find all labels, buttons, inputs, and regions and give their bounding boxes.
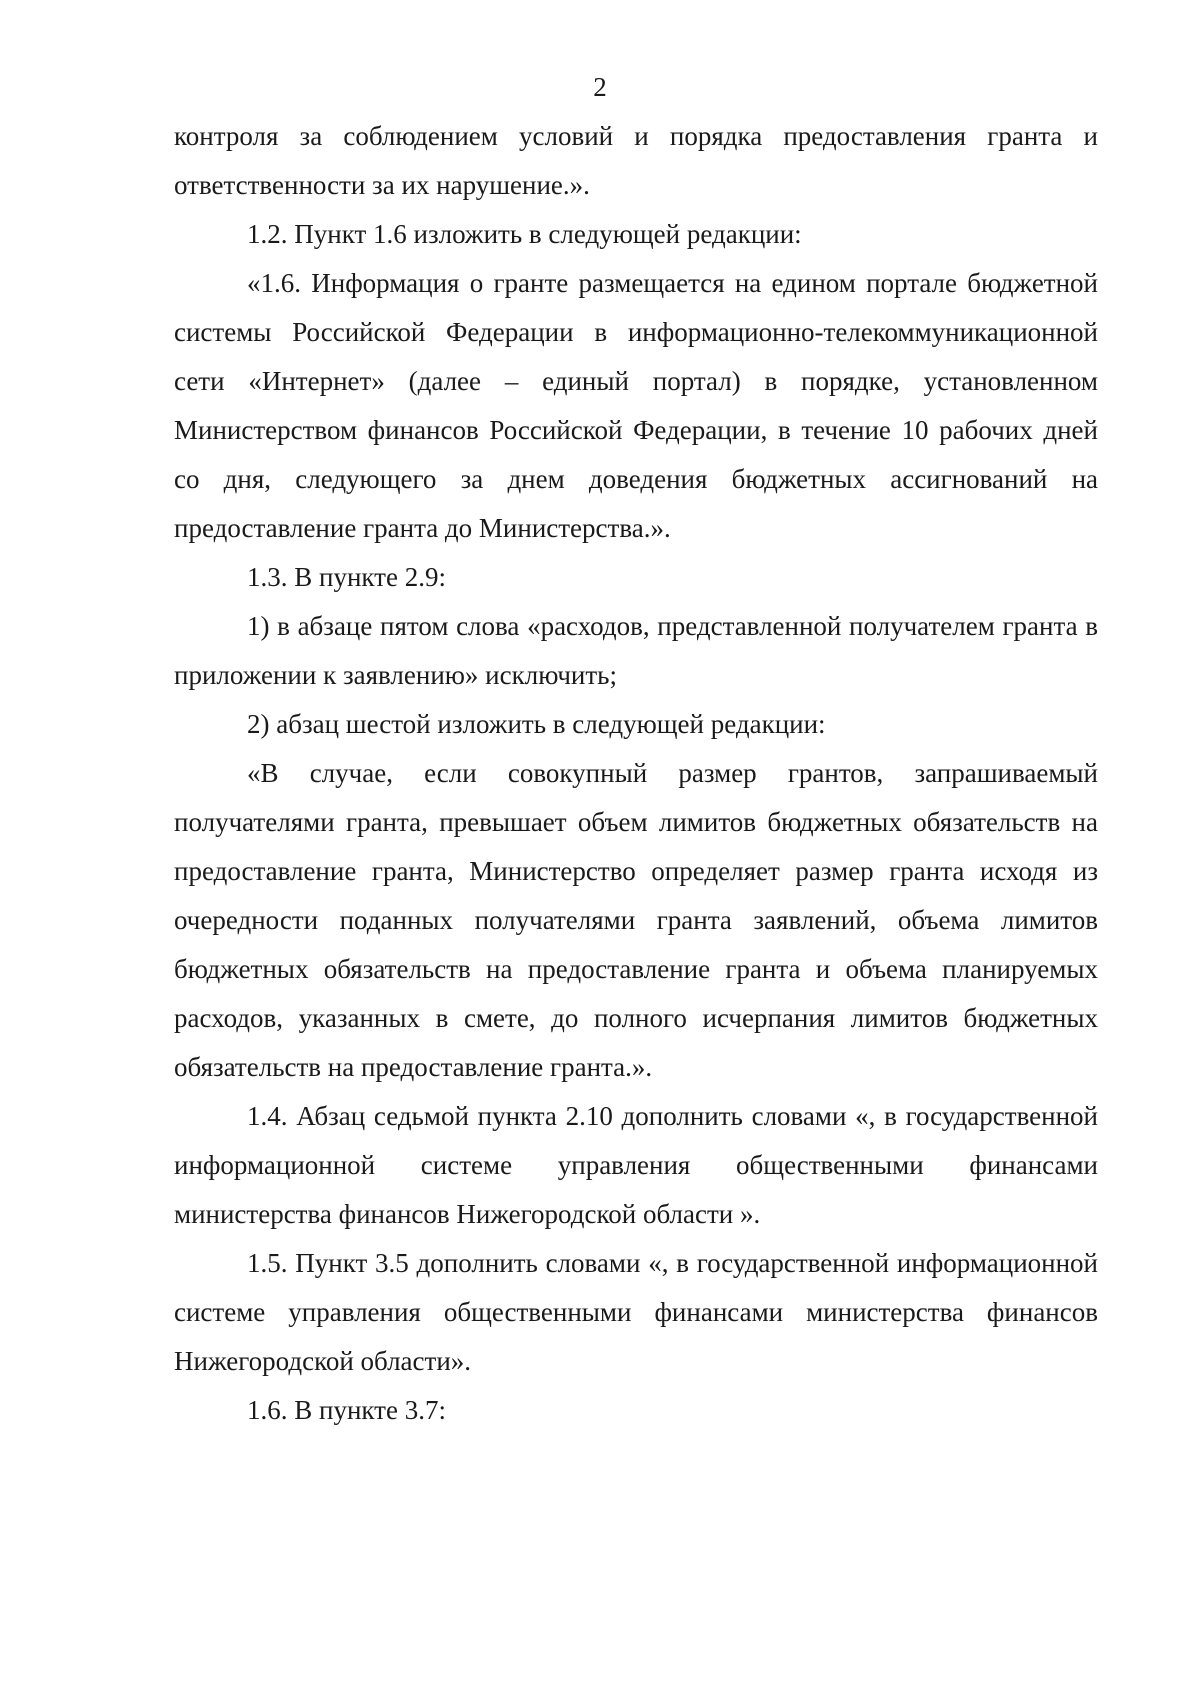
page-number: 2 xyxy=(593,72,607,102)
paragraph-item-1-4: 1.4. Абзац седьмой пункта 2.10 дополнить словами «, в государственной информационной системе управления общественными финансами министерства финансов Нижегородской области ». xyxy=(174,1101,1098,1229)
paragraph-subitem-2: 2) абзац шестой изложить в следующей редакции: xyxy=(247,709,826,739)
paragraph-continuation: контроля за соблюдением условий и порядка предоставления гранта и ответственности за их нарушение.». xyxy=(174,121,1098,200)
paragraph-item-1-3: 1.3. В пункте 2.9: xyxy=(247,562,446,592)
paragraph-quote-grant-size: «В случае, если совокупный размер грантов, запрашиваемый получателями гранта, превышает объем лимитов бюджетных обязательств на предоставление гранта, Министерство определяет размер гранта исходя из очередности поданных получателями гранта заявлений, объема лимитов бюджетных обязательств на предоставление гранта и объема планируемых расходов, указанных в смете, до полного исчерпания лимитов бюджетных обязательств на предоставление гранта.». xyxy=(174,758,1098,1082)
paragraph-subitem-1: 1) в абзаце пятом слова «расходов, представленной получателем гранта в приложении к заявлению» исключить; xyxy=(174,611,1098,690)
paragraph-quote-1-6: «1.6. Информация о гранте размещается на едином портале бюджетной системы Российской Федерации в информационно-телекоммуникационной сети «Интернет» (далее – единый портал) в порядке, установленном Министерством финансов Российской Федерации, в течение 10 рабочих дней со дня, следующего за днем доведения бюджетных ассигнований на предоставление гранта до Министерства.». xyxy=(174,268,1098,543)
document-body xyxy=(174,112,1098,1435)
paragraph-item-1-2: 1.2. Пункт 1.6 изложить в следующей редакции: xyxy=(247,219,802,249)
paragraph-item-1-5: 1.5. Пункт 3.5 дополнить словами «, в государственной информационной системе управления общественными финансами министерства финансов Нижегородской области». xyxy=(174,1248,1098,1376)
paragraph-item-1-6: 1.6. В пункте 3.7: xyxy=(247,1395,446,1425)
